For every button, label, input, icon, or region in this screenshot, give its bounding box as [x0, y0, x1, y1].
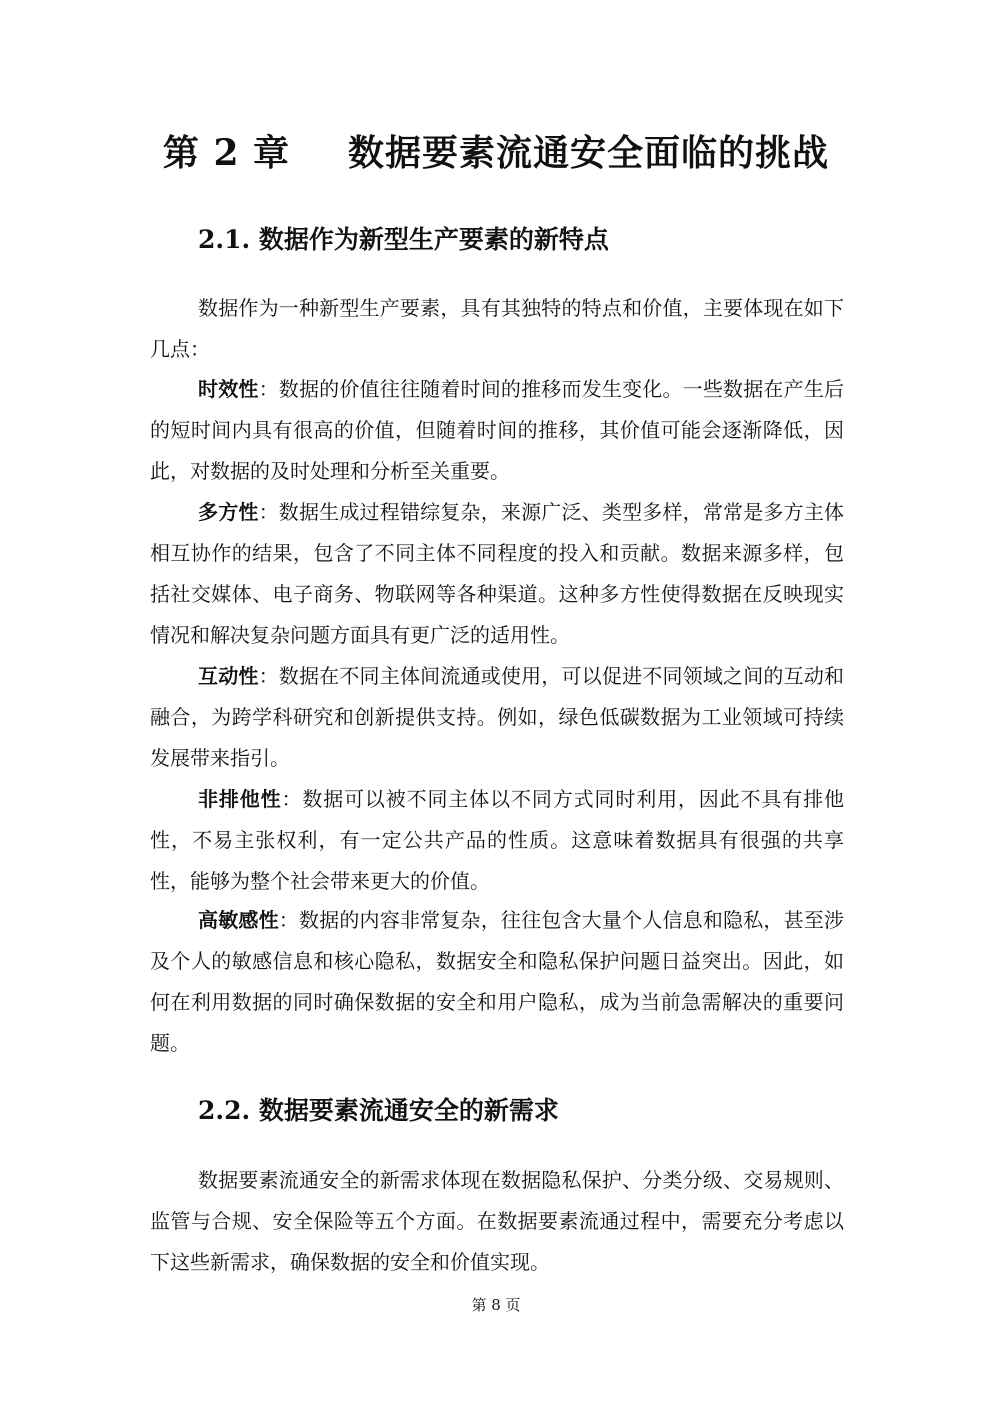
section-heading-2-1: 2.1. 数据作为新型生产要素的新特点: [198, 225, 609, 254]
chapter-title: [0, 128, 992, 178]
feature-term: 互动性: [198, 664, 259, 688]
feature-timeliness: [150, 369, 844, 492]
feature-text: ：数据的内容非常复杂，往往包含大量个人信息和隐私，甚至涉及个人的敏感信息和核心隐私，数据安全和隐私保护问题日益突出。因此，如何在利用数据的同时确保数据的安全和用户隐私，成为当前急需解决的重要问题。: [150, 908, 845, 1055]
feature-non-exclusivity: [150, 779, 844, 902]
feature-text: ：数据在不同主体间流通或使用，可以促进不同领域之间的互动和融合，为跨学科研究和创新提供支持。例如，绿色低碳数据为工业领域可持续发展带来指引。: [150, 664, 845, 770]
chapter-name: 数据要素流通安全面临的挑战: [348, 132, 830, 174]
feature-text: ：数据可以被不同主体以不同方式同时利用，因此不具有排他性，不易主张权利，有一定公共产品的性质。这意味着数据具有很强的共享性，能够为整个社会带来更大的价值。: [150, 787, 845, 893]
section-2-1-intro: 数据作为一种新型生产要素，具有其独特的特点和价值，主要体现在如下几点：: [150, 296, 844, 361]
feature-term: 多方性: [198, 500, 259, 524]
feature-interactivity: [150, 656, 844, 779]
feature-term: 非排他性: [198, 787, 282, 811]
section-2-2-intro: 数据要素流通安全的新需求体现在数据隐私保护、分类分级、交易规则、监管与合规、安全保险等五个方面。在数据要素流通过程中，需要充分考虑以下这些新需求，确保数据的安全和价值实现。: [150, 1168, 844, 1274]
feature-term: 高敏感性: [198, 908, 279, 932]
feature-text: ：数据生成过程错综复杂，来源广泛、类型多样，常常是多方主体相互协作的结果，包含了不同主体不同程度的投入和贡献。数据来源多样，包括社交媒体、电子商务、物联网等各种渠道。这种多方性使得数据在反映现实情况和解决复杂问题方面具有更广泛的适用性。: [150, 500, 845, 647]
feature-high-sensitivity: [150, 900, 844, 1064]
chapter-number: 第 2 章: [162, 132, 291, 174]
page-number: 第 8 页: [471, 1296, 521, 1314]
feature-term: 时效性: [198, 377, 259, 401]
feature-multiparty: [150, 492, 844, 656]
feature-text: ：数据的价值往往随着时间的推移而发生变化。一些数据在产生后的短时间内具有很高的价值，但随着时间的推移，其价值可能会逐渐降低，因此，对数据的及时处理和分析至关重要。: [150, 377, 845, 483]
section-heading-2-2: 2.2. 数据要素流通安全的新需求: [198, 1096, 559, 1125]
